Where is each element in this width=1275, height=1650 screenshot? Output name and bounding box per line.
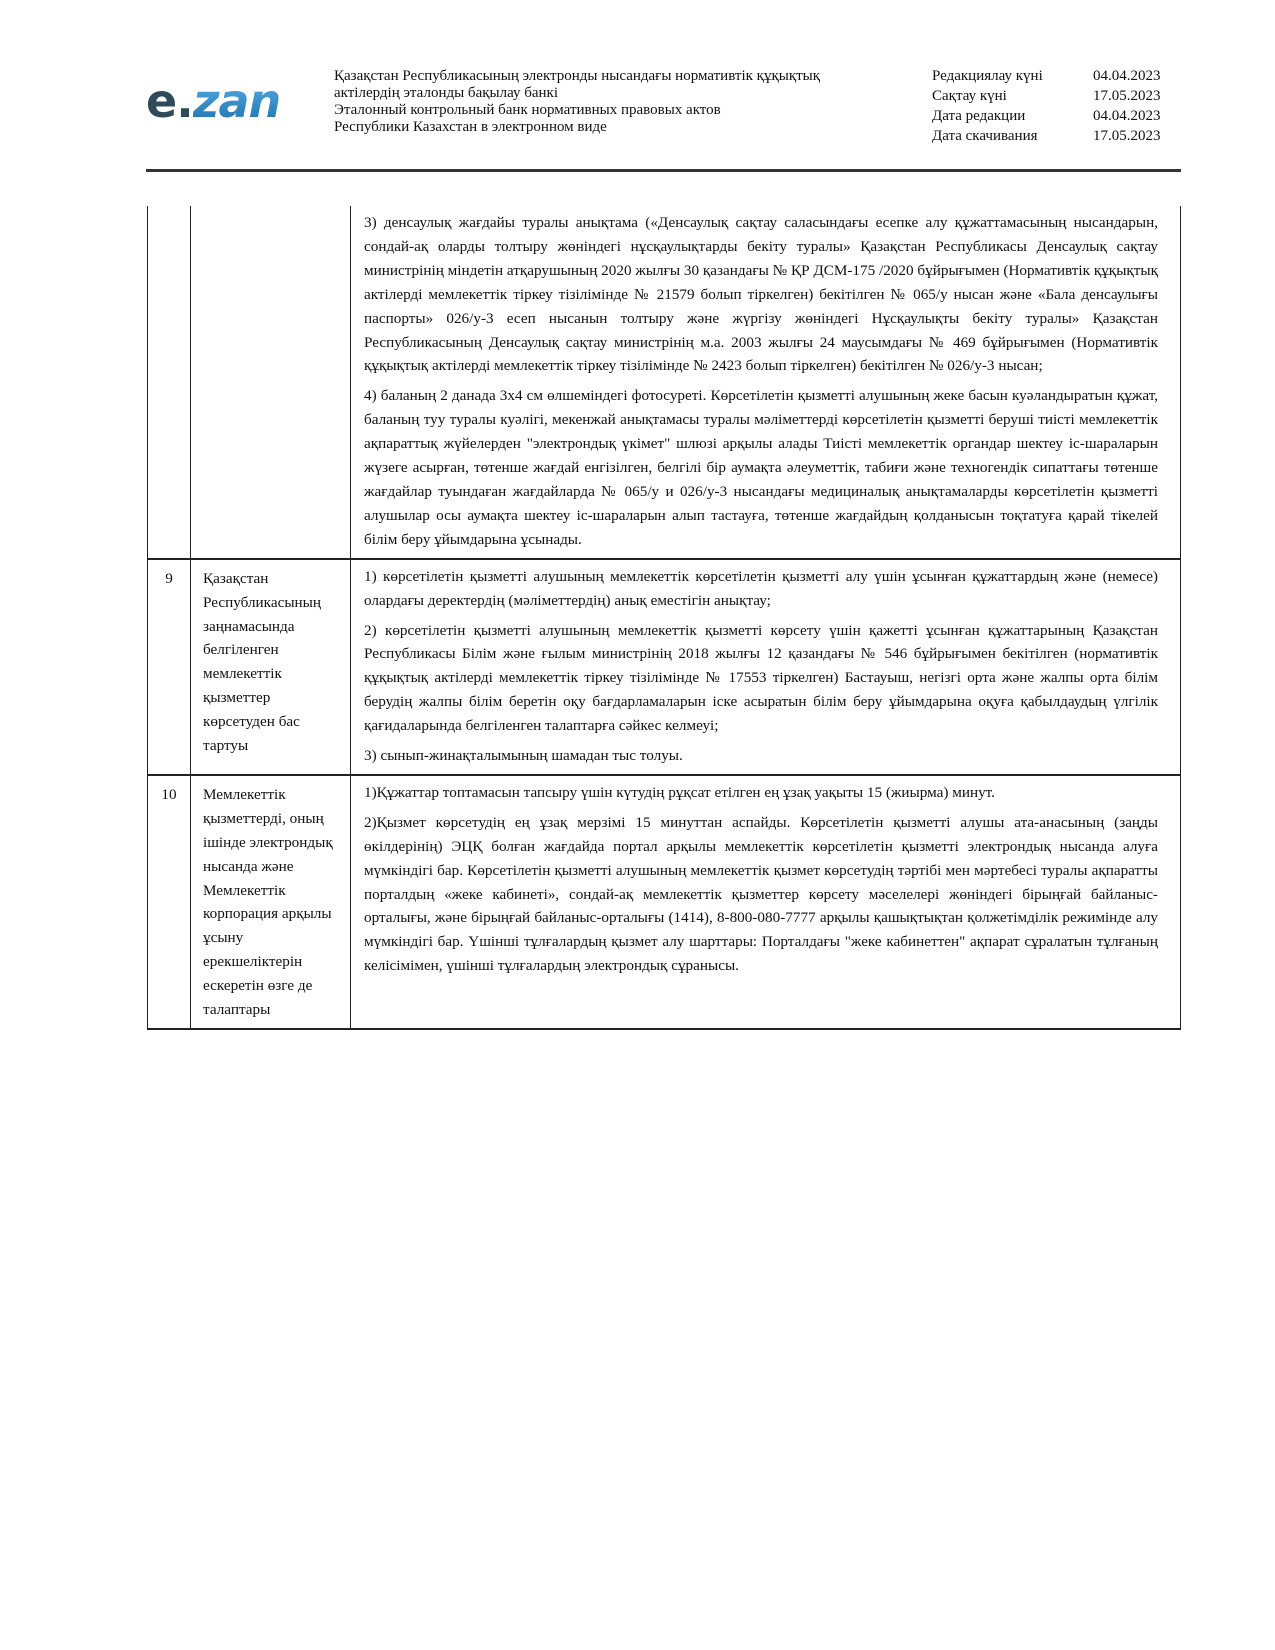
title-line: Қазақстан Республикасының электронды нысандағы нормативтік құқықтық xyxy=(334,68,821,84)
paragraph: 2)Қызмет көрсетудің ең ұзақ мерзімі 15 минуттан аспайды. Көрсетілетін қызметті алушы ата-анасының (заңды өкілдерінің) ЭЦҚ болған жағдайда портал арқылы мемлекеттік көрсетілетін қызметті электрондық нысанда алуға мүмкіндігі бар. Көрсетілетін қызметті алушының мемлекеттік қызмет көрсетудің тәртібі мен мәртебесі туралы ақпаратты порталдың «жеке кабинеті», сондай-ақ мемлекеттік қызметтер көрсету мәселелері жөніндегі бірыңғай байланыс-орталығы, және бірыңғай байланыс-орталығы (1414), 8-800-080-7777 арқылы қашықтықтан қолжетімділік режимінде алу мүмкіндігі бар. Үшінші тұлғалардың қызмет алу шарттары: Порталдағы "жеке кабинеттен" ақпарат сұралатын тұлғаның келісімімен, үшінші тұлғалардың электрондық сұранысы. xyxy=(364,813,1158,975)
row-name-cell xyxy=(191,206,351,559)
paragraph: 3) денсаулық жағдайы туралы анықтама («Денсаулық сақтау саласындағы есепке алу құжаттамасының нысандарын, сондай-ақ оларды толтыру жөніндегі нұсқаулықтарды бекіту туралы» Қазақстан Республикасы Денсаулық сақтау министрінің міндетін атқарушының 2020 жылғы 30 қазандағы № ҚР ДСМ-175 /2020 бұйрығымен (Нормативтік құқықтық актілерді мемлекеттік тіркеу тізілімінде № 21579 болып тіркелген) бекітілген № 065/у нысан және «Бала денсаулығы паспорты» 026/у-3 есеп нысанын толтыру және жүргізу жөніндегі Нұсқаулықты бекіту туралы» Қазақстан Республикасының Денсаулық сақтау министрінің м.а. 2003 жылғы 24 маусымдағы № 469 бұйрығымен (Нормативтік құқықтық актілерді мемлекеттік тіркеу тізілімінде № 2423 болып тіркелген) бекітілген № 026/у-3 нысан; xyxy=(364,214,1158,375)
paragraph: 2) көрсетілетін қызметті алушының мемлекеттік қызметті көрсету үшін қажетті ұсынған құжаттарының Қазақстан Республикасы Білім және ғылым министрінің 2018 жылғы 12 қазандағы № 546 бұйрығымен бекітілген (нормативтік құқықтық актілерді мемлекеттік тіркеу тізілімінде № 17553 тіркелген) Бастауыш, негізгі орта және жалпы орта білім берудің жалпы білім беретін оқу бағдарламаларын іске асыратын білім беру ұйымдарына оқуға қабылдаудың үлгілік қағидаларында белгіленген талаптарға сәйкес келмеуі; xyxy=(364,621,1158,735)
paragraph: 1)Құжаттар топтамасын тапсыру үшін күтудің рұқсат етілген ең ұзақ уақыты 15 (жиырма) минут. xyxy=(364,783,995,801)
paragraph: 4) баланың 2 данада 3х4 см өлшеміндегі фотосуреті. Көрсетілетін қызметті алушының жеке басын куәландыратын құжат, баланың туу туралы куәлігі, мекенжай анықтамасы туралы мәліметтерді көрсетілетін қызметті беруші тиісті мемлекеттік ақпараттық жүйелерден "электрондық үкімет" шлюзі арқылы алады Тиісті мемлекеттік органдар шектеу іс-шараларын жүзеге асырған, төтенше жағдай енгізілген, белгілі бір аумақта әлеуметтік, табиғи және техногендік сипаттағы төтенше жағдайлар туындаған жағдайларда № 065/у и 026/у-3 нысандағы медициналық анықтамаларды көрсетілетін қызметті алушылар осы аумақта шектеу іс-шараларын алып тастауға, төтенше жағдайдың қолданысын тоқтатуға қарай тікелей білім беру ұйымдарына ұсынады. xyxy=(364,387,1158,548)
meta-label: Сақтау күні xyxy=(932,88,1007,104)
meta-row-save-date-kz xyxy=(932,86,1161,106)
row-number-cell xyxy=(148,206,191,559)
meta-value: 04.04.2023 xyxy=(1093,68,1161,84)
meta-label: Редакциялау күні xyxy=(932,68,1043,84)
header-divider xyxy=(146,169,1181,172)
table-row-9 xyxy=(148,559,1181,775)
service-standard-table xyxy=(147,206,1181,1030)
row-name-cell: Мемлекеттік қызметтерді, оның ішінде электрондық нысанда және Мемлекеттік корпорация арқылы ұсыну ерекшеліктерін ескеретін өзге де талаптары xyxy=(191,775,351,1029)
title-line: Эталонный контрольный банк нормативных правовых актов xyxy=(334,102,721,118)
document-header xyxy=(146,60,1181,170)
row-content-cell xyxy=(351,206,1181,559)
table-row-10 xyxy=(148,775,1181,1029)
row-content-cell xyxy=(351,775,1181,1029)
meta-value: 17.05.2023 xyxy=(1093,128,1161,144)
ezan-logo xyxy=(146,76,280,126)
table-row-continued xyxy=(148,206,1181,559)
meta-row-edit-date-kz xyxy=(932,66,1161,86)
row-content-cell xyxy=(351,559,1181,775)
logo-e: e. xyxy=(146,74,193,128)
meta-value: 04.04.2023 xyxy=(1093,108,1161,124)
paragraph: 3) сынып-жинақталымының шамадан тыс толуы. xyxy=(364,747,683,765)
bank-title xyxy=(334,68,820,136)
meta-label: Дата редакции xyxy=(932,108,1026,124)
document-dates xyxy=(932,66,1161,146)
paragraph: 1) көрсетілетін қызметті алушының мемлекеттік көрсетілетін қызметті алу үшін ұсынған құжаттардың және (немесе) олардағы деректердің (мәліметтердің) анық еместігін анықтау; xyxy=(364,567,1158,609)
meta-label: Дата скачивания xyxy=(932,128,1038,144)
title-line: Республики Казахстан в электронном виде xyxy=(334,119,607,135)
title-line: актілердің эталонды бақылау банкі xyxy=(334,85,558,101)
row-number-cell: 10 xyxy=(148,775,191,1029)
logo-zan: zan xyxy=(192,74,281,128)
row-name-cell: Қазақстан Республикасының заңнамасында белгіленген мемлекеттік қызметтер көрсетуден бас тартуы xyxy=(191,559,351,775)
meta-row-download-date-ru xyxy=(932,126,1161,146)
row-number-cell: 9 xyxy=(148,559,191,775)
meta-value: 17.05.2023 xyxy=(1093,88,1161,104)
meta-row-edit-date-ru xyxy=(932,106,1161,126)
